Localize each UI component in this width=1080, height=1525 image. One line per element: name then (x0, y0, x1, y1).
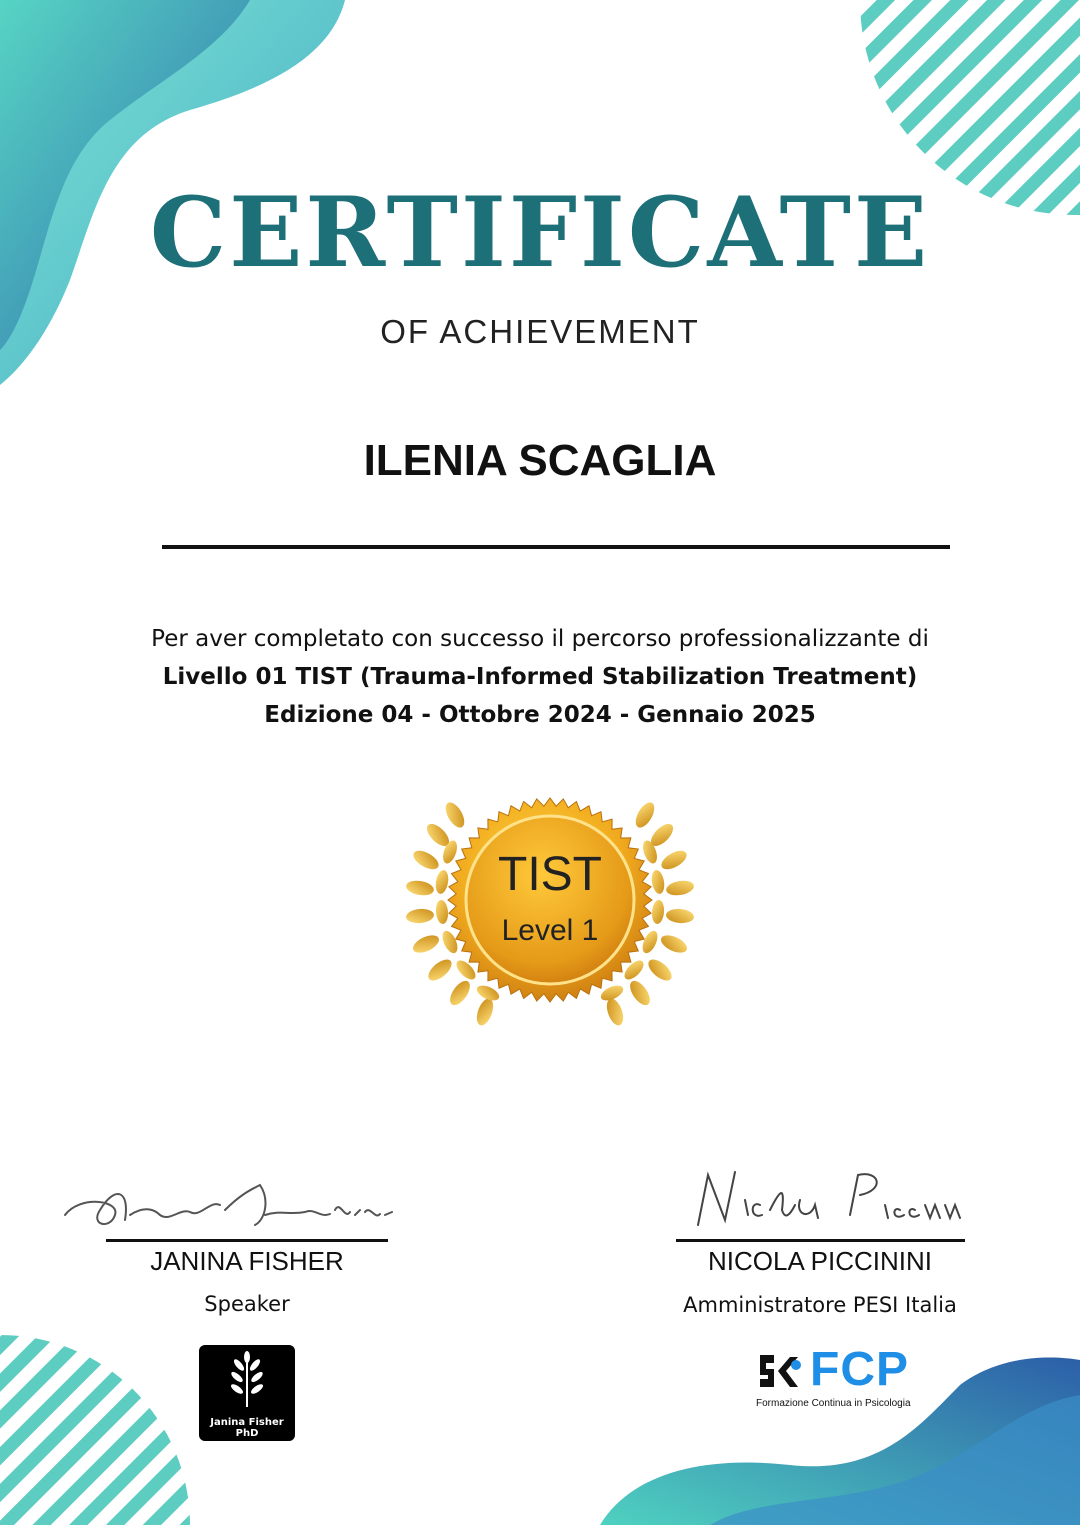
completion-statement: Per aver completato con successo il percorso professionalizzante di (151, 626, 929, 652)
janina-fisher-logo (199, 1345, 295, 1441)
laurel-medal-icon (400, 790, 700, 1040)
certificate-subtitle: OF ACHIEVEMENT (380, 313, 700, 350)
medal-title: TIST (498, 848, 602, 901)
janina-fisher-name: JANINA FISHER (150, 1246, 344, 1276)
bottom-left-striped-decoration (0, 1300, 190, 1525)
nicola-piccinini-role: Amministratore PESI Italia (683, 1293, 957, 1317)
fcp-logo (756, 1345, 936, 1415)
recipient-underline (162, 545, 950, 549)
course-edition: Edizione 04 - Ottobre 2024 - Gennaio 2025 (264, 702, 816, 728)
janina-fisher-role: Speaker (204, 1292, 290, 1316)
janina-fisher-logo-phd: PhD (235, 1428, 259, 1439)
janina-fisher-logo-name: Janina Fisher (210, 1417, 284, 1428)
fcp-mark-icon (756, 1349, 804, 1393)
janina-fisher-signature-line (106, 1239, 388, 1242)
recipient-name: ILENIA SCAGLIA (363, 436, 717, 485)
nicola-piccinini-signature (690, 1160, 970, 1235)
janina-fisher-signature (60, 1170, 410, 1240)
nicola-piccinini-signature-line (676, 1239, 965, 1242)
certificate-title: CERTIFICATE (149, 176, 931, 289)
course-name: Livello 01 TIST (Trauma-Informed Stabilization Treatment) (162, 664, 918, 690)
fcp-subtitle: Formazione Continua in Psicologia (756, 1398, 911, 1409)
tist-medal (400, 790, 700, 1040)
medal-level: Level 1 (501, 914, 599, 947)
fcp-wordmark: FCP (810, 1343, 909, 1396)
plant-icon (227, 1351, 267, 1409)
nicola-piccinini-name: NICOLA PICCININI (708, 1246, 932, 1276)
